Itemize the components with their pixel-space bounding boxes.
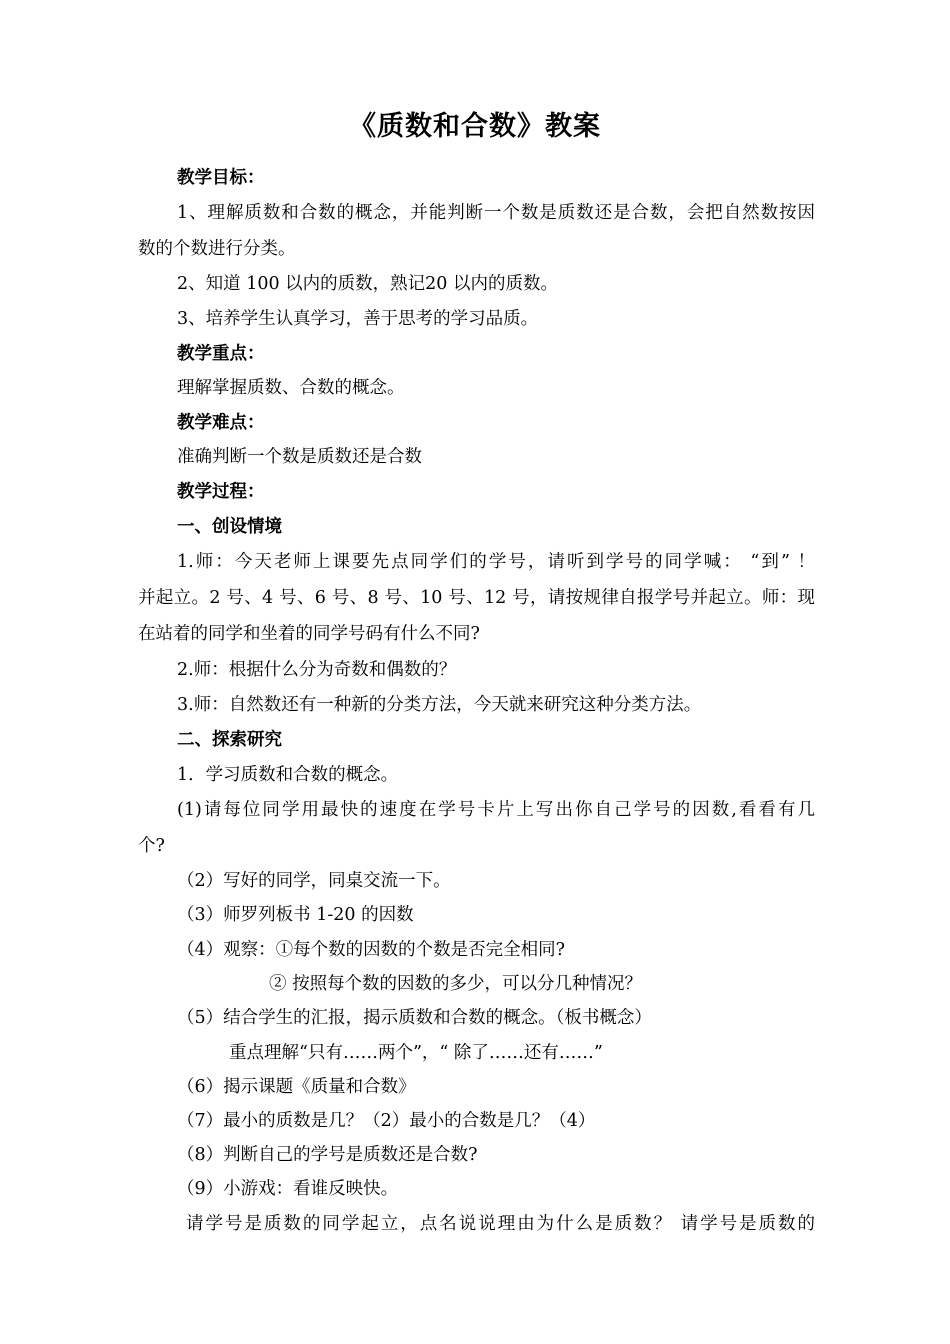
goal-2: 2、知道 100 以内的质数，熟记20 以内的质数。 [177,274,558,294]
situation-3: 3.师：自然数还有一种新的分类方法，今天就来研究这种分类方法。 [177,695,702,715]
situation-2: 2.师：根据什么分为奇数和偶数的？ [177,660,457,680]
explore-1-step-8: （8）判断自己的学号是质数还是合数? [177,1145,478,1165]
goal-1-line-2: 数的个数进行分类。 [138,239,296,259]
difficulties-text: 准确判断一个数是质数还是合数 [177,447,422,467]
section-1-heading: 一、创设情境 [177,517,282,537]
heading-teaching-goals: 教学目标： [177,168,265,188]
game-instruction: 请学号是质数的同学起立，点名说说理由为什么是质数？ 请学号是质数的 [186,1214,815,1234]
explore-1-step-2: （2）写好的同学，同桌交流一下。 [177,871,451,891]
goal-1-line-1: 1、理解质数和合数的概念，并能判断一个数是质数还是合数，会把自然数按因 [177,203,815,223]
situation-1-line-2: 并起立。2 号、4 号、6 号、8 号、10 号、12 号，请按规律自报学号并起立。师：现 [138,588,815,608]
explore-1: 1．学习质数和合数的概念。 [177,765,399,785]
explore-1-step-1-line-1: (1)请每位同学用最快的速度在学号卡片上写出你自己学号的因数,看看有几 [177,800,815,820]
heading-process: 教学过程： [177,482,265,502]
situation-1-line-1: 1.师：今天老师上课要先点同学们的学号，请听到学号的同学喊： “到” ！ [177,552,815,572]
explore-1-step-9: （9）小游戏：看谁反映快。 [177,1179,399,1199]
situation-1-line-3: 在站着的同学和坐着的同学号码有什么不同? [138,624,480,644]
explore-1-step-6: （6）揭示课题《质量和合数》 [177,1077,416,1097]
document-title: 《质数和合数》教案 [349,111,601,142]
heading-key-points: 教学重点： [177,344,265,364]
explore-1-step-4: （4）观察：①每个数的因数的个数是否完全相同? [177,940,566,960]
explore-1-step-7: （7）最小的质数是几？（2）最小的合数是几？（4） [177,1111,596,1131]
explore-1-step-1-line-2: 个? [138,836,165,856]
goal-3: 3、培养学生认真学习，善于思考的学习品质。 [177,309,539,329]
section-2-heading: 二、探索研究 [177,730,282,750]
explore-1-step-5-note: 重点理解“只有……两个”，“ 除了……还有……” [229,1043,603,1063]
explore-1-step-5: （5）结合学生的汇报，揭示质数和合数的概念。（板书概念） [177,1008,652,1028]
heading-difficulties: 教学难点： [177,413,265,433]
explore-1-step-4-sub-2: ② 按照每个数的因数的多少，可以分几种情况？ [269,974,643,994]
explore-1-step-3: （3）师罗列板书 1-20 的因数 [177,905,414,925]
key-points-text: 理解掌握质数、合数的概念。 [177,378,405,398]
